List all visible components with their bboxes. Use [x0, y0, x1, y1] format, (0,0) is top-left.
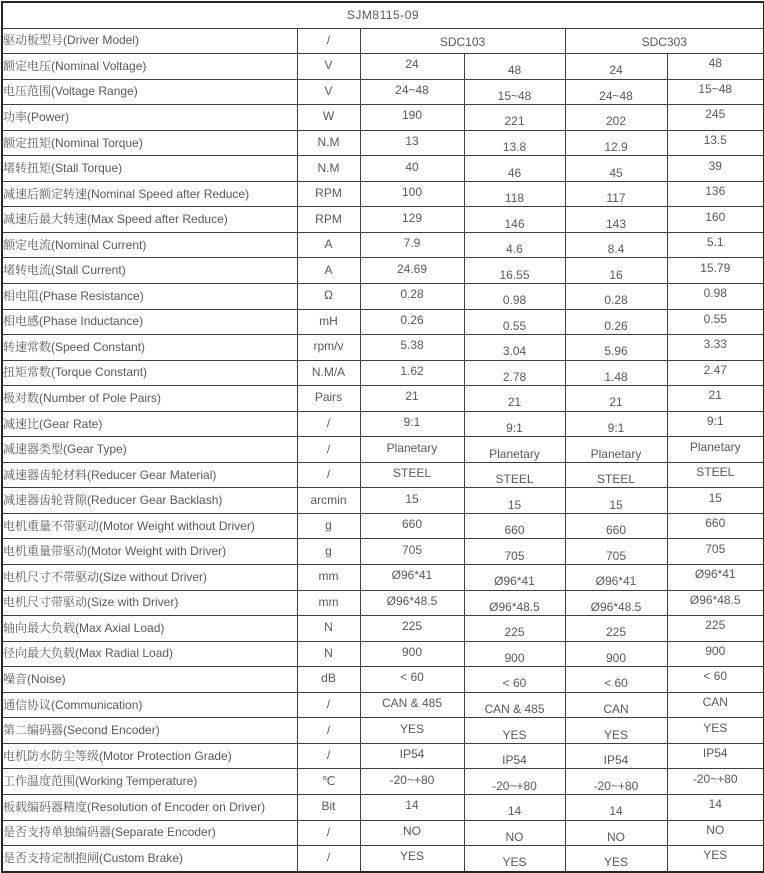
spec-value: 45: [565, 156, 667, 182]
spec-value: 0.26: [565, 309, 667, 335]
spec-value: STEEL: [464, 462, 565, 488]
spec-value: NO: [565, 820, 667, 846]
spec-value: Planetary: [360, 437, 464, 463]
spec-value: 245: [667, 105, 764, 131]
param-label: 减速后最大转速(Max Speed after Reduce): [2, 207, 297, 233]
spec-value: Planetary: [565, 437, 667, 463]
spec-value: 190: [360, 105, 464, 131]
spec-value: Planetary: [464, 437, 565, 463]
unit-value: dB: [297, 667, 360, 693]
spec-row: [2, 28, 764, 54]
param-label: 减速器齿轮背隙(Reducer Gear Backlash): [2, 488, 297, 514]
spec-value: 225: [565, 616, 667, 642]
spec-value: 14: [360, 794, 464, 820]
spec-value: 225: [667, 616, 764, 642]
spec-value: 136: [667, 181, 764, 207]
unit-value: N: [297, 641, 360, 667]
spec-value: -20~+80: [464, 769, 565, 795]
unit-value: A: [297, 232, 360, 258]
spec-value: 5.1: [667, 232, 764, 258]
spec-value: 660: [464, 513, 565, 539]
unit-value: /: [297, 28, 360, 54]
spec-value: 15.79: [667, 258, 764, 284]
spec-value: 5.96: [565, 335, 667, 361]
param-label: 减速后额定转速(Nominal Speed after Reduce): [2, 181, 297, 207]
spec-row: [2, 54, 764, 80]
unit-value: W: [297, 105, 360, 131]
spec-row: [2, 513, 764, 539]
spec-value: 14: [464, 794, 565, 820]
param-label: 额定电流(Nominal Current): [2, 232, 297, 258]
spec-value: 46: [464, 156, 565, 182]
spec-value: Planetary: [667, 437, 764, 463]
spec-value: 24.69: [360, 258, 464, 284]
spec-row: [2, 718, 764, 744]
spec-value: 5.38: [360, 335, 464, 361]
unit-value: g: [297, 539, 360, 565]
spec-value: Ø96*41: [360, 565, 464, 591]
unit-value: /: [297, 846, 360, 872]
unit-value: /: [297, 820, 360, 846]
param-label: 第二编码器(Second Encoder): [2, 718, 297, 744]
spec-value: 705: [565, 539, 667, 565]
spec-value: CAN & 485: [360, 692, 464, 718]
spec-row: [2, 616, 764, 642]
spec-row: [2, 284, 764, 310]
unit-value: /: [297, 462, 360, 488]
spec-value: 48: [667, 54, 764, 80]
spec-value: 48: [464, 54, 565, 80]
spec-value: NO: [360, 820, 464, 846]
param-label: 通信协议(Communication): [2, 692, 297, 718]
spec-value: YES: [667, 718, 764, 744]
spec-value: 705: [360, 539, 464, 565]
unit-value: N: [297, 616, 360, 642]
spec-row: [2, 411, 764, 437]
spec-value: 3.33: [667, 335, 764, 361]
unit-value: /: [297, 718, 360, 744]
param-label: 堵转扭矩(Stall Torque): [2, 156, 297, 182]
spec-value: 0.98: [667, 284, 764, 310]
spec-value: 900: [464, 641, 565, 667]
param-label: 减速比(Gear Rate): [2, 411, 297, 437]
spec-value: < 60: [565, 667, 667, 693]
spec-value: 160: [667, 207, 764, 233]
spec-value: CAN & 485: [464, 692, 565, 718]
param-label: 相电阻(Phase Resistance): [2, 284, 297, 310]
param-label: 电机防水防尘等级(Motor Protection Grade): [2, 743, 297, 769]
spec-value: YES: [360, 718, 464, 744]
param-label: 功率(Power): [2, 105, 297, 131]
spec-value: 14: [667, 794, 764, 820]
spec-value: Ø96*41: [565, 565, 667, 591]
spec-value: -20~+80: [360, 769, 464, 795]
param-label: 减速器类型(Gear Type): [2, 437, 297, 463]
spec-value: SDC303: [565, 28, 764, 54]
unit-value: RPM: [297, 207, 360, 233]
spec-value: NO: [667, 820, 764, 846]
spec-row: [2, 769, 764, 795]
spec-value: YES: [360, 846, 464, 872]
spec-value: 39: [667, 156, 764, 182]
param-label: 额定电压(Nominal Voltage): [2, 54, 297, 80]
spec-value: STEEL: [360, 462, 464, 488]
spec-value: YES: [565, 846, 667, 872]
param-label: 驱动板型号(Driver Model): [2, 28, 297, 54]
unit-value: arcmin: [297, 488, 360, 514]
param-label: 电机重量带驱动(Motor Weight with Driver): [2, 539, 297, 565]
spec-value: 9:1: [565, 411, 667, 437]
spec-value: 0.55: [667, 309, 764, 335]
spec-value: 1.62: [360, 360, 464, 386]
spec-value: 660: [667, 513, 764, 539]
spec-row: [2, 641, 764, 667]
spec-value: Ø96*48.5: [667, 590, 764, 616]
spec-value: 15: [565, 488, 667, 514]
param-label: 轴向最大负载(Max Axial Load): [2, 616, 297, 642]
unit-value: mm: [297, 590, 360, 616]
spec-value: -20~+80: [667, 769, 764, 795]
spec-value: Ø96*48.5: [360, 590, 464, 616]
title-row: [2, 2, 764, 28]
spec-value: 7.9: [360, 232, 464, 258]
param-label: 工作温度范围(Working Temperature): [2, 769, 297, 795]
spec-value: 9:1: [360, 411, 464, 437]
unit-value: /: [297, 692, 360, 718]
param-label: 径向最大负载(Max Radial Load): [2, 641, 297, 667]
spec-value: 2.47: [667, 360, 764, 386]
unit-value: RPM: [297, 181, 360, 207]
param-label: 扭矩常数(Torque Constant): [2, 360, 297, 386]
spec-value: 660: [360, 513, 464, 539]
spec-value: 16: [565, 258, 667, 284]
spec-value: 13: [360, 130, 464, 156]
unit-value: V: [297, 79, 360, 105]
spec-table-body: [2, 2, 764, 872]
unit-value: N.M: [297, 156, 360, 182]
spec-value: 4.6: [464, 232, 565, 258]
spec-row: [2, 79, 764, 105]
spec-row: [2, 794, 764, 820]
unit-value: Pairs: [297, 386, 360, 412]
spec-value: 15: [667, 488, 764, 514]
spec-value: 100: [360, 181, 464, 207]
spec-value: NO: [464, 820, 565, 846]
spec-value: 900: [565, 641, 667, 667]
param-label: 噪音(Noise): [2, 667, 297, 693]
unit-value: A: [297, 258, 360, 284]
spec-value: 21: [360, 386, 464, 412]
spec-value: 660: [565, 513, 667, 539]
spec-value: 9:1: [464, 411, 565, 437]
unit-value: /: [297, 743, 360, 769]
param-label: 是否支持定制抱闸(Custom Brake): [2, 846, 297, 872]
spec-value: IP54: [464, 743, 565, 769]
spec-value: -20~+80: [565, 769, 667, 795]
spec-value: 21: [464, 386, 565, 412]
spec-value: 1.48: [565, 360, 667, 386]
spec-value: 24: [360, 54, 464, 80]
spec-row: [2, 360, 764, 386]
param-label: 额定扭矩(Nominal Torque): [2, 130, 297, 156]
spec-value: 0.98: [464, 284, 565, 310]
spec-value: < 60: [667, 667, 764, 693]
spec-value: 0.28: [565, 284, 667, 310]
spec-value: 0.26: [360, 309, 464, 335]
spec-value: 900: [360, 641, 464, 667]
spec-row: [2, 258, 764, 284]
spec-value: IP54: [360, 743, 464, 769]
spec-value: 9:1: [667, 411, 764, 437]
spec-value: CAN: [565, 692, 667, 718]
spec-value: 15: [360, 488, 464, 514]
spec-row: [2, 820, 764, 846]
spec-row: [2, 846, 764, 872]
spec-value: Ø96*41: [464, 565, 565, 591]
param-label: 电压范围(Voltage Range): [2, 79, 297, 105]
unit-value: g: [297, 513, 360, 539]
unit-value: rpm/v: [297, 335, 360, 361]
spec-value: < 60: [464, 667, 565, 693]
spec-value: < 60: [360, 667, 464, 693]
spec-row: [2, 207, 764, 233]
spec-value: CAN: [667, 692, 764, 718]
spec-value: 14: [565, 794, 667, 820]
param-label: 电机尺寸不带驱动(Size without Driver): [2, 565, 297, 591]
spec-value: 221: [464, 105, 565, 131]
spec-row: [2, 181, 764, 207]
page-title: SJM8115-09: [2, 2, 764, 28]
param-label: 转速常数(Speed Constant): [2, 335, 297, 361]
spec-row: [2, 462, 764, 488]
spec-row: [2, 692, 764, 718]
spec-value: 24~48: [360, 79, 464, 105]
spec-row: [2, 105, 764, 131]
spec-value: YES: [667, 846, 764, 872]
spec-value: 8.4: [565, 232, 667, 258]
spec-value: 21: [565, 386, 667, 412]
spec-value: 0.28: [360, 284, 464, 310]
spec-row: [2, 156, 764, 182]
spec-value: YES: [565, 718, 667, 744]
spec-row: [2, 130, 764, 156]
spec-value: 900: [667, 641, 764, 667]
unit-value: mH: [297, 309, 360, 335]
spec-value: 15~48: [667, 79, 764, 105]
spec-row: [2, 309, 764, 335]
spec-value: Ø96*48.5: [565, 590, 667, 616]
param-label: 极对数(Number of Pole Pairs): [2, 386, 297, 412]
spec-value: 143: [565, 207, 667, 233]
spec-row: [2, 437, 764, 463]
unit-value: N.M/A: [297, 360, 360, 386]
spec-value: IP54: [667, 743, 764, 769]
spec-value: 24: [565, 54, 667, 80]
spec-row: [2, 488, 764, 514]
unit-value: N.M: [297, 130, 360, 156]
spec-value: IP54: [565, 743, 667, 769]
spec-value: STEEL: [565, 462, 667, 488]
spec-row: [2, 667, 764, 693]
spec-value: 202: [565, 105, 667, 131]
param-label: 电机重量不带驱动(Motor Weight without Driver): [2, 513, 297, 539]
spec-value: 129: [360, 207, 464, 233]
spec-row: [2, 590, 764, 616]
unit-value: Bit: [297, 794, 360, 820]
spec-value: 15~48: [464, 79, 565, 105]
unit-value: /: [297, 437, 360, 463]
spec-value: 225: [464, 616, 565, 642]
param-label: 堵转电流(Stall Current): [2, 258, 297, 284]
spec-table: [1, 1, 764, 873]
unit-value: V: [297, 54, 360, 80]
unit-value: Ω: [297, 284, 360, 310]
spec-value: 0.55: [464, 309, 565, 335]
param-label: 板载编码器精度(Resolution of Encoder on Driver): [2, 794, 297, 820]
spec-row: [2, 335, 764, 361]
spec-row: [2, 539, 764, 565]
unit-value: mm: [297, 565, 360, 591]
spec-value: YES: [464, 846, 565, 872]
spec-value: 15: [464, 488, 565, 514]
spec-row: [2, 565, 764, 591]
spec-value: 2.78: [464, 360, 565, 386]
spec-value: 705: [667, 539, 764, 565]
spec-value: 13.8: [464, 130, 565, 156]
param-label: 是否支持单独编码器(Separate Encoder): [2, 820, 297, 846]
param-label: 减速器齿轮材料(Reducer Gear Material): [2, 462, 297, 488]
spec-value: SDC103: [360, 28, 565, 54]
spec-value: STEEL: [667, 462, 764, 488]
spec-row: [2, 386, 764, 412]
spec-value: Ø96*48.5: [464, 590, 565, 616]
spec-value: 3.04: [464, 335, 565, 361]
spec-value: YES: [464, 718, 565, 744]
spec-value: 225: [360, 616, 464, 642]
param-label: 相电感(Phase Inductance): [2, 309, 297, 335]
spec-value: 705: [464, 539, 565, 565]
spec-value: 146: [464, 207, 565, 233]
spec-row: [2, 232, 764, 258]
unit-value: /: [297, 411, 360, 437]
spec-value: 13.5: [667, 130, 764, 156]
param-label: 电机尺寸带驱动(Size with Driver): [2, 590, 297, 616]
spec-value: 21: [667, 386, 764, 412]
spec-value: Ø96*41: [667, 565, 764, 591]
spec-value: 118: [464, 181, 565, 207]
spec-row: [2, 743, 764, 769]
spec-value: 12.9: [565, 130, 667, 156]
spec-value: 40: [360, 156, 464, 182]
spec-value: 24~48: [565, 79, 667, 105]
spec-value: 16.55: [464, 258, 565, 284]
unit-value: ℃: [297, 769, 360, 795]
spec-value: 117: [565, 181, 667, 207]
